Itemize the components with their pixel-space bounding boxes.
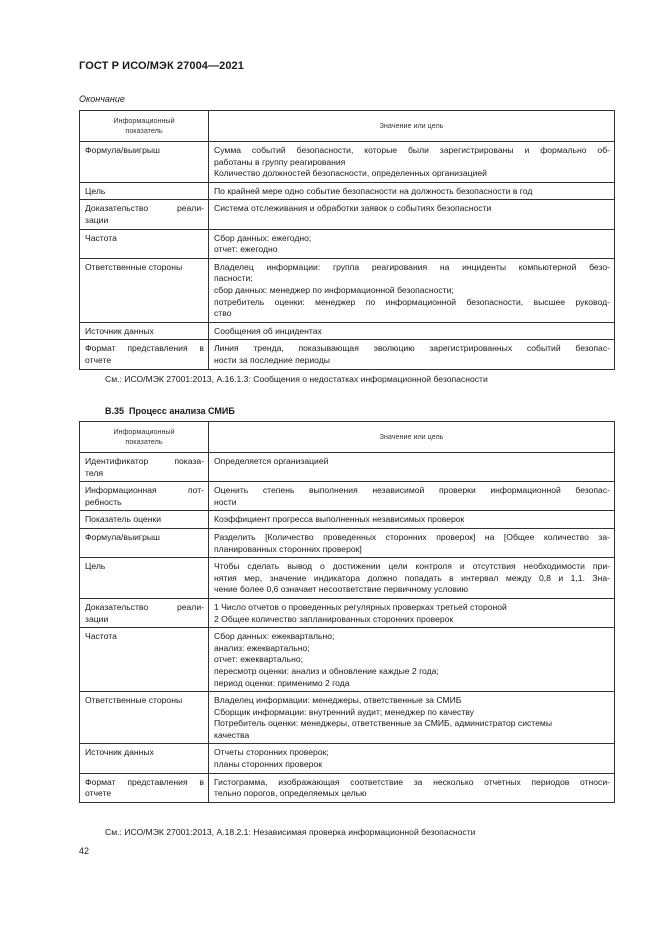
row-label-cell <box>80 598 209 627</box>
row-value-cell <box>209 200 615 229</box>
row-value-cell <box>209 142 615 183</box>
row-value-line: планы сторонних проверок <box>214 759 322 770</box>
row-value-line: Линия тренда, показывающая эволюцию зарегистрированных событий безопас- <box>214 343 610 354</box>
header-col-indicator-line1: Информационный <box>113 116 175 125</box>
row-value-line: ности <box>214 496 237 507</box>
row-value-line: Потребитель оценки: менеджеры, ответственные за СМИБ, администратор системы <box>214 718 553 729</box>
row-value-line: 1 Число отчетов о проведенных регулярных проверках третьей стороной <box>214 601 507 612</box>
row-value-line: По крайней мере одно событие безопасности на должность безопасности в год <box>214 185 533 196</box>
table-row <box>80 453 615 482</box>
indicator-table-1 <box>79 110 615 370</box>
section-heading <box>105 406 235 416</box>
page-number: 42 <box>79 846 90 856</box>
header-col-indicator-line2: показатель <box>125 437 163 446</box>
row-value-cell <box>209 692 615 744</box>
row-value-cell <box>209 258 615 322</box>
row-value-line: качества <box>214 729 250 740</box>
row-value-line: Определяется организацией <box>214 456 329 466</box>
row-label-line: Частота <box>85 631 117 642</box>
row-label-line: Ответственные стороны <box>85 261 183 272</box>
row-label-line: зации <box>85 613 109 624</box>
row-label-cell <box>80 322 209 340</box>
row-label-line: Цель <box>85 561 106 572</box>
table-row <box>80 558 615 599</box>
row-value-line: Владелец информации: группа реагирования на инциденты компьютерной безо- <box>214 261 610 272</box>
row-label-line: Информационная пот- <box>85 485 204 496</box>
row-label-line: Источник данных <box>85 325 154 336</box>
table-row <box>80 744 615 773</box>
row-value-line: Сбор данных: ежегодно; <box>214 232 312 243</box>
row-value-line: Количество должностей безопасности, определенных организацией <box>214 168 487 179</box>
table-header-row <box>80 422 615 453</box>
row-label-cell <box>80 258 209 322</box>
row-label-cell <box>80 511 209 529</box>
row-value-line: работаны в группу реагирования <box>214 156 346 167</box>
row-value-cell <box>209 598 615 627</box>
row-value-line: отчет: ежеквартально; <box>214 654 304 665</box>
row-label-cell <box>80 528 209 557</box>
row-label-cell <box>80 482 209 511</box>
header-col-indicator <box>80 111 209 142</box>
row-label-line: теля <box>85 467 104 478</box>
reference-note-2: См.: ИСО/МЭК 27001:2013, A.18.2.1: Независимая проверка информационной безопасности <box>105 827 476 837</box>
row-label-cell <box>80 340 209 369</box>
header-col-indicator-line2: показатель <box>125 126 163 135</box>
row-value-cell <box>209 528 615 557</box>
table-row <box>80 142 615 183</box>
row-value-cell <box>209 773 615 802</box>
row-label-line: отчете <box>85 354 112 365</box>
row-value-line: анализ: ежеквартально; <box>214 642 310 653</box>
row-label-cell <box>80 182 209 200</box>
row-label-cell <box>80 142 209 183</box>
row-value-line: чение более 0,6 означает несоответствие первичному условию <box>214 584 469 595</box>
row-value-cell <box>209 229 615 258</box>
row-label-line: Формат представления в <box>85 776 204 787</box>
row-value-line: Гистограмма, изображающая соответствие за несколько отчетных периодов относи- <box>214 776 610 787</box>
row-value-line: 2 Общее количество запланированных сторонних проверок <box>214 613 454 624</box>
row-value-line: Владелец информации: менеджеры, ответственные за СМИБ <box>214 695 462 706</box>
row-value-line: период оценки: применимо 2 года <box>214 677 350 688</box>
row-value-line: Система отслеживания и обработки заявок о событиях безопасности <box>214 203 492 214</box>
row-label-cell <box>80 200 209 229</box>
table-row <box>80 692 615 744</box>
row-label-line: Доказательство реали- <box>85 601 204 612</box>
indicator-table-2 <box>79 421 615 803</box>
table-row <box>80 773 615 802</box>
continuation-label: Окончание <box>79 94 125 104</box>
table-row <box>80 182 615 200</box>
row-value-cell <box>209 744 615 773</box>
row-label-cell <box>80 558 209 599</box>
table-row <box>80 528 615 557</box>
row-label-cell <box>80 453 209 482</box>
reference-note-1: См.: ИСО/МЭК 27001:2013, A.16.1.3: Сообщения о недостатках информационной безопасности <box>105 374 488 384</box>
section-title: Процесс анализа СМИБ <box>129 406 235 416</box>
row-value-cell <box>209 511 615 529</box>
row-value-cell <box>209 558 615 599</box>
row-value-line: Сумма событий безопасности, которые были зарегистрированы и формально об- <box>214 145 610 155</box>
header-col-value: Значение или цель <box>209 111 615 142</box>
row-value-cell <box>209 182 615 200</box>
row-value-cell <box>209 322 615 340</box>
header-col-value: Значение или цель <box>209 422 615 453</box>
row-value-line: нятия мер, значение индикатора должно попадать в интервал между 0,8 и 1,1. Зна- <box>214 572 610 583</box>
row-value-line: потребитель оценки: менеджер по информационной безопасности, высшее руковод- <box>214 296 610 307</box>
row-label-line: Формат представления в <box>85 343 204 354</box>
table-row <box>80 229 615 258</box>
row-value-line: Отчеты сторонних проверок; <box>214 747 329 758</box>
row-label-line: Ответственные стороны <box>85 695 183 706</box>
row-label-line: отчете <box>85 788 112 799</box>
table-row <box>80 200 615 229</box>
row-value-line: тельно порогов, определяемых целью <box>214 788 367 799</box>
row-value-line: Чтобы сделать вывод о достижении цели контроля и отсутствия необходимости при- <box>214 561 610 572</box>
row-label-cell <box>80 744 209 773</box>
row-label-line: Формула/выигрыш <box>85 531 160 542</box>
row-label-line: Доказательство реали- <box>85 203 204 214</box>
document-title: ГОСТ Р ИСО/МЭК 27004—2021 <box>79 60 244 72</box>
header-col-indicator-line1: Информационный <box>113 427 175 436</box>
table-row <box>80 322 615 340</box>
table-row <box>80 258 615 322</box>
row-value-line: Сборщик информации: внутренний аудит; менеджер по качеству <box>214 706 474 717</box>
row-label-line: Источник данных <box>85 747 154 758</box>
row-label-line: Формула/выигрыш <box>85 145 160 155</box>
row-label-line: Цель <box>85 185 106 196</box>
row-label-line: ребность <box>85 496 122 507</box>
row-value-line: Оценить степень выполнения независимой проверки информационной безопас- <box>214 485 610 496</box>
table-row <box>80 511 615 529</box>
row-value-line: пересмотр оценки: анализ и обновление каждые 2 года; <box>214 665 439 676</box>
row-value-line: Сообщения об инцидентах <box>214 325 322 336</box>
row-value-cell <box>209 628 615 692</box>
table-row <box>80 598 615 627</box>
row-label-cell <box>80 628 209 692</box>
row-value-line: отчет: ежегодно <box>214 244 278 255</box>
row-value-line: сбор данных: менеджер по информационной безопасности; <box>214 284 454 295</box>
row-label-cell <box>80 692 209 744</box>
row-label-line: зации <box>85 214 109 225</box>
section-number: B.35 <box>105 406 125 416</box>
row-value-line: ство <box>214 308 232 319</box>
row-value-line: ности за последние периоды <box>214 354 330 365</box>
row-label-line: Идентификатор показа- <box>85 456 204 466</box>
table-header-row <box>80 111 615 142</box>
row-label-line: Частота <box>85 232 117 243</box>
row-value-line: планированных сторонних проверок] <box>214 543 362 554</box>
table-row <box>80 340 615 369</box>
row-value-cell <box>209 482 615 511</box>
row-value-line: Разделить [Количество проведенных сторонних проверок] на [Общее количество за- <box>214 531 610 542</box>
row-value-cell <box>209 340 615 369</box>
row-label-cell <box>80 773 209 802</box>
header-col-indicator <box>80 422 209 453</box>
row-value-line: Коэффициент прогресса выполненных независимых проверок <box>214 514 465 525</box>
row-value-line: Сбор данных: ежеквартально; <box>214 631 335 642</box>
row-value-line: пасности; <box>214 273 253 284</box>
row-label-line: Показатель оценки <box>85 514 162 525</box>
row-label-cell <box>80 229 209 258</box>
table-row <box>80 482 615 511</box>
table-row <box>80 628 615 692</box>
row-value-cell <box>209 453 615 482</box>
